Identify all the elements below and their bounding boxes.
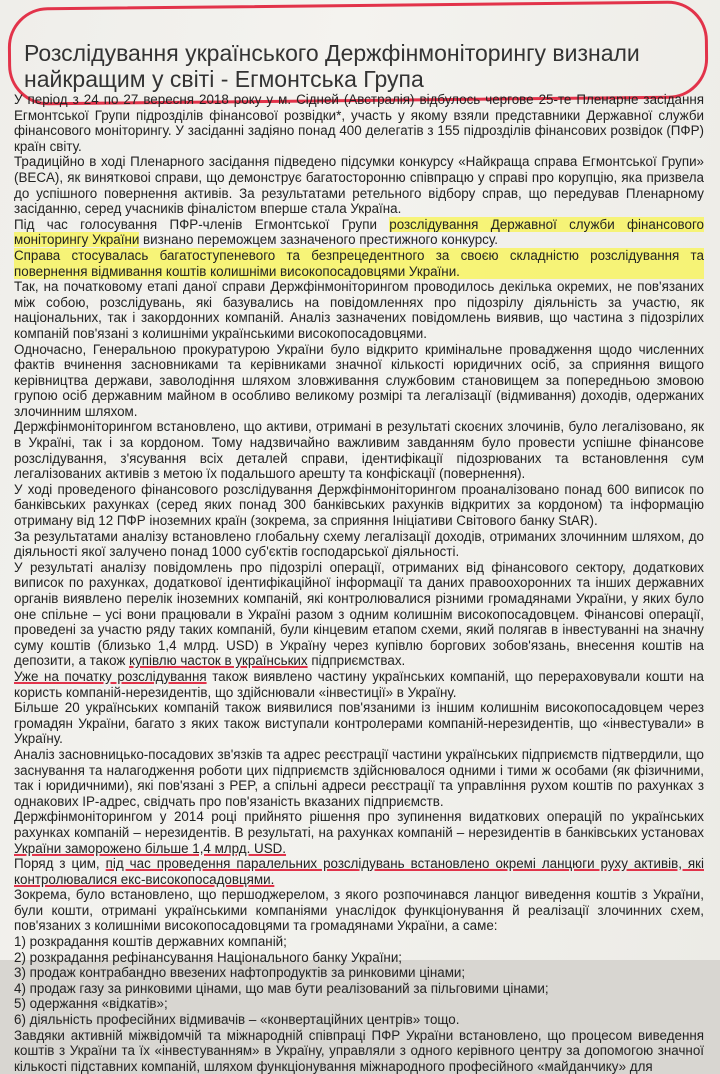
paragraph-4-end: відмивання коштів колишніми високопосадовцями України.	[91, 263, 460, 279]
list-item: 6) діяльність професійних відмивачів – «конвертаційних центрів» тощо.	[14, 1012, 460, 1028]
paragraph-5: Так, на початковому етапі даної справи Держфінмоніторингом проводилось декілька окремих, не пов'язаних між собою, розслідувань, які базувались на повідомленнях про підозрілу діяльність за участю, як національних, так і закордонних компаній. Аналіз зазначених повідомлень виявив, що частина з підозрілих компаній пов'язані з колишніми українськими високопосадовцями.	[14, 279, 704, 341]
paragraph-1: У період з 24 по 27 вересня 2018 року у м. Сідней (Австралія) відбулось чергове 25-те Пленарне засідання Егмонтської Групи підрозділів фінансової розвідки*, участь у якому взяли представники Державної служби фінансового моніторингу. У засіданні задіяно понад 400 делегатів з 155 підрозділів фінансових розвідок (ПФР) країн світу.	[14, 92, 704, 154]
paragraph-6: Одночасно, Генеральною прокуратурою України було відкрито кримінальне провадження щодо численних фактів вчинення засновниками та керівниками значної кількості юридичних осіб, за сприяння вищого керівництва держави, заволодіння шляхом зловживання службовим становищем за попередньою змовою групою осіб державним майном в особливо великому розмірі та легалізації (відмивання) доходів, одержаних злочинним шляхом.	[14, 341, 704, 419]
list-item: 2) розкрадання рефінансування Національного банку України;	[14, 949, 403, 965]
paragraph-14-start: Держфінмоніторингом у 2014 році прийнято рішення про зупинення видаткових операцій по українських рахунках компаній – нерезидентів. В результаті, на рахунках компаній – нерезидентів в банківських установах	[14, 809, 704, 840]
article-title: Розслідування українського Держфінмоніторингу визнали найкращим у світі - Егмонтська Група	[24, 40, 640, 92]
paragraph-10-end: підприємствах.	[307, 653, 406, 669]
list-item: 1) розкрадання коштів державних компаній;	[14, 934, 287, 950]
list-item: 4) продаж газу за ринковими цінами, що мав бути реалізований за пільговими цінами;	[14, 980, 549, 996]
paragraph-3-start: Під час голосування ПФР-членів Егмонтської Групи	[14, 216, 390, 232]
paragraph-14	[14, 809, 704, 856]
paragraph-16: Зокрема, було встановлено, що першоджерелом, з якого розпочинався ланцюг виведення коштів з України, були кошти, отримані українськими компаніями унаслідок функціонування й реалізації злочинних схем, пов'язаних з колишніми високопосадовцями та громадянами України, а саме:	[14, 887, 704, 934]
paragraph-11	[14, 669, 704, 700]
paragraph-13: Аналіз засновницько-посадових зв'язків та адрес реєстрації частини українських підприємств підтвердили, що заснування та налагодження роботи цих підприємств здійснювалося одними і тими ж особами (як фізичними, так і юридичними), які пов'язані з PEP, а спільні адреси реєстрації та управління рухом коштів по рахунках з однакових IP-адрес, свідчать про пов'язаність вказаних підприємств.	[14, 746, 704, 809]
underline-beginning: Уже на початку розслідування	[14, 668, 207, 684]
paragraph-12: Більше 20 українських компаній також виявилися пов'язаними із іншим колишнім високопосадовцем через громадян України, багато з яких також виступали контролерами компаній-нерезидентів, що «інвестували» в Україну.	[14, 700, 704, 747]
paragraph-2: Традиційно в ході Пленарного засідання підведено підсумки конкурсу «Найкраща справа Егмонтської Групи» (BECA), як винятковоі справи, що демонструє багатосторонню співпрацю у справі про корупцію, яка призвела до успішного повернення активів. За результатами ретельного відбору справ, що передував Пленарному засіданню, серед учасників фіналістом вперше стала Україна.	[14, 154, 704, 217]
underline-shares: купівлю часток в українських	[129, 653, 308, 669]
paragraph-10-start: У результаті аналізу повідомлень про підозрілі операції, отриманих від фінансового сектору, додаткових виписок по рахунках, додаткової ідентифікаційної інформації та даних правоохоронних та інших державних органів виявлено перелік іноземних компаній, які контролювалися різними громадянами України, у яких було оне спільне – усі вони працювали в Україні разом з одним колишнім високопосадовцем. Фінансові операції, проведені за участю ряду таких компаній, були кінцевим етапом схеми, який полягав в інвестуванні на значну суму коштів (близько 1,4 млрд. USD) в Україну через купівлю боргових зобов'язань, внесення коштів на депозити, а також	[14, 559, 704, 669]
paragraph-15-start: Поряд з цим,	[14, 856, 106, 872]
paragraph-3-end: визнано переможцем зазначеного престижного конкурсу.	[139, 232, 498, 248]
highlight-investigation: розслідування Державної служби фінансового моніторингу України	[14, 216, 704, 248]
paragraph-11-end: також виявлено частину українських компаній, що перераховували кошти на користь компаній-нерезидентів, що здійснювали «інвестиції» в Україну.	[14, 668, 704, 700]
list-item: 5) одержання «відкатів»;	[14, 996, 168, 1012]
paragraph-10	[14, 560, 704, 669]
paragraph-4	[14, 248, 704, 279]
paragraph-9: За результатами аналізу встановлено глобальну схему легалізації доходів, отриманих злочинним шляхом, до діяльності якої залучено понад 1000 суб'єктів господарської діяльності.	[14, 528, 704, 560]
paragraph-17: Завдяки активній міжвідомчій та міжнародній співпраці ПФР України встановлено, що процесом виведення коштів з України та їх «інвестуванням» в Україну, управляли з одного керівного центру за допомогою значної кількості підставних компаній, шляхом функціонування міжнародного професійного «майданчику» для	[14, 1027, 704, 1074]
underline-parallel: під час проведення паралельних розслідувань встановлено окремі ланцюги руху активів, які контролювалися екс-високопосадовцями.	[14, 856, 704, 887]
article-body	[14, 92, 704, 1074]
paragraph-4-start: Справа стосувалась багатоступеневого та безпрецедентного за своєю складністю розслідування та повернення	[14, 247, 704, 279]
paragraph-8: У ході проведеного фінансового розслідування Держфінмоніторингом проаналізовано понад 600 виписок по банківських рахунках (серед яких понад 300 банківських рахунків відкритих за кордоном) та інформацію отриману від 12 ПФР іноземних країн (зокрема, за сприяння Ініціативи Світового банку StAR).	[14, 481, 704, 529]
paragraph-7: Держфінмоніторингом встановлено, що активи, отримані в результаті скоєних злочинів, було легалізовано, як в Україні, так і за кордоном. Тому надзвичайно важливим завданням було провести успішне фінансове розслідування, з'ясування всіх деталей справи, ідентифікації підозрюваних та встановлення сум легалізованих активів з метою їх подальшого арешту та конфіскації (повернення).	[14, 419, 704, 482]
paragraph-3	[14, 217, 704, 248]
scheme-list	[14, 934, 704, 1028]
paragraph-15	[14, 856, 704, 887]
underline-frozen: України заморожено більше 1,4 млрд. USD.	[14, 840, 287, 856]
list-item: 3) продаж контрабандно ввезених нафтопродуктів за ринковими цінами;	[14, 965, 466, 981]
